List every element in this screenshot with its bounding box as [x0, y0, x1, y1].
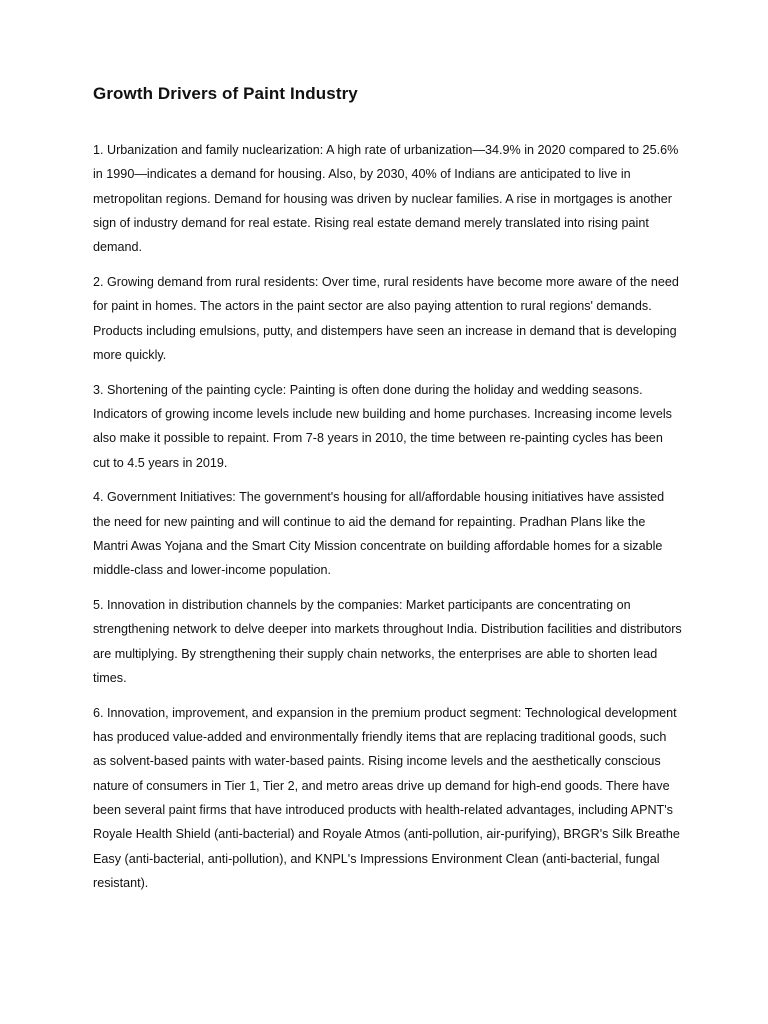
- paragraph-government-initiatives: 4. Government Initiatives: The government's housing for all/affordable housing initiatives have assisted the need for new painting and will continue to aid the demand for repainting. Pradhan Plans like the Mantri Awas Yojana and the Smart City Mission concentrate on building affordable homes for a sizable middle-class and lower-income population.: [93, 490, 665, 578]
- paragraph-distribution-channels: 5. Innovation in distribution channels by the companies: Market participants are concentrating on strengthening network to delve deeper into markets throughout India. Distribution facilities and distributors are multiplying. By strengthening their supply chain networks, the enterprises are able to shorten lead times.: [93, 598, 682, 685]
- paragraph-urbanization: 1. Urbanization and family nuclearization: A high rate of urbanization—34.9% in 2020 compared to 25.6% in 1990—indicates a demand for housing. Also, by 2030, 40% of Indians are anticipated to live in metropolitan regions. Demand for housing was driven by nuclear families. A rise in mortgages is another sign of industry demand for real estate. Rising real estate demand merely translated into rising paint demand.: [93, 143, 679, 255]
- paragraph-painting-cycle: 3. Shortening of the painting cycle: Painting is often done during the holiday and wedding seasons. Indicators of growing income levels include new building and home purchases. Increasing income levels also make it possible to repaint. From 7-8 years in 2010, the time between re-painting cycles has been cut to 4.5 years in 2019.: [93, 382, 672, 470]
- document-page: [93, 84, 683, 906]
- document-title: Growth Drivers of Paint Industry: [93, 84, 358, 103]
- paragraph-premium-segment: 6. Innovation, improvement, and expansion in the premium product segment: Technological development has produced value-added and environmentally friendly items that are replacing traditional goods, such as solvent-based paints with water-based paints. Rising income levels and the aesthetically conscious nature of consumers in Tier 1, Tier 2, and metro areas drive up demand for high-end goods. There have been several paint firms that have introduced products with health-related advantages, including APNT's Royale Health Shield (anti-bacterial) and Royale Atmos (anti-pollution, air-purifying), BRGR's Silk Breathe Easy (anti-bacterial, anti-pollution), and KNPL's Impressions Environment Clean (anti-bacterial, fungal resistant).: [93, 705, 680, 890]
- paragraph-rural-demand: 2. Growing demand from rural residents: Over time, rural residents have become more aware of the need for paint in homes. The actors in the paint sector are also paying attention to rural regions' demands. Products including emulsions, putty, and distempers have seen an increase in demand that is developing more quickly.: [93, 274, 679, 362]
